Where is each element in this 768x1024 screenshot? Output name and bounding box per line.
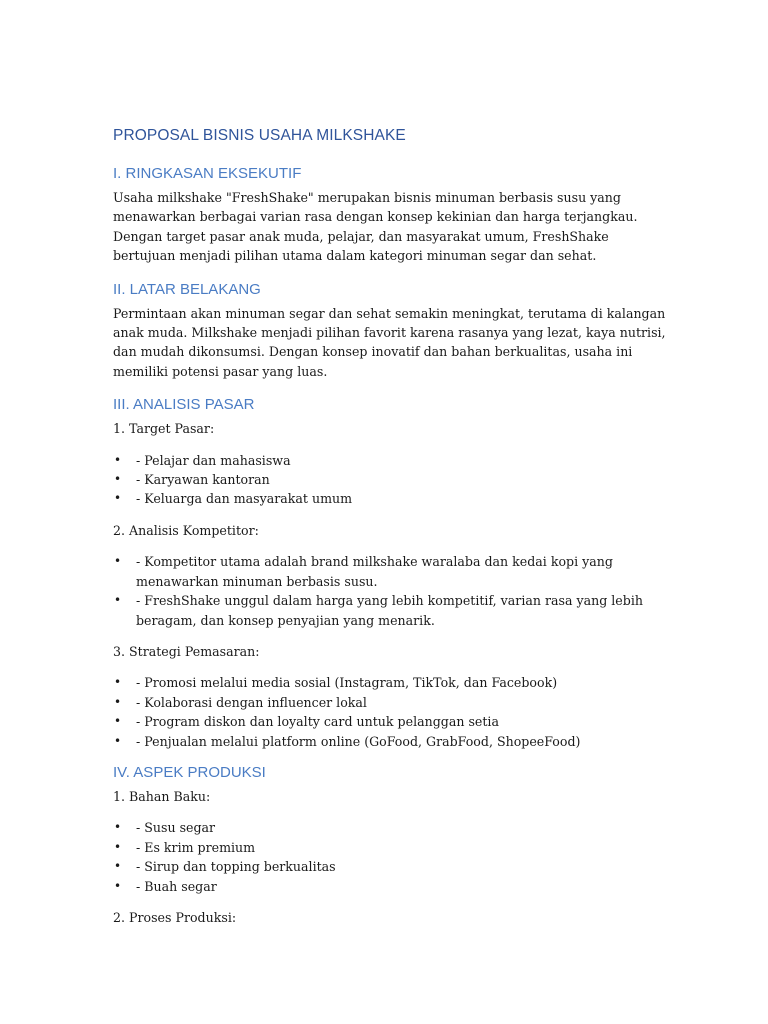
list-item-text: - Keluarga dan masyarakat umum bbox=[136, 491, 353, 507]
subsection-label-target-pasar: 1. Target Pasar: bbox=[113, 421, 215, 437]
bullet-icon: • bbox=[114, 859, 122, 874]
section-heading: I. RINGKASAN EKSEKUTIF bbox=[113, 165, 302, 182]
list-item bbox=[113, 857, 673, 876]
section-ringkasan-eksekutif bbox=[113, 164, 673, 266]
list-item-text: - Penjualan melalui platform online (GoFood, GrabFood, ShopeeFood) bbox=[136, 733, 581, 749]
list-item bbox=[113, 470, 673, 489]
section-paragraph: Permintaan akan minuman segar dan sehat semakin meningkat, terutama di kalangan anak muda. Milkshake menjadi pilihan favorit karena rasanya yang lezat, kaya nutrisi, dan mudah dikonsumsi. Dengan konsep inovatif dan bahan berkualitas, usaha ini memiliki potensi pasar yang luas. bbox=[113, 305, 666, 379]
bullet-icon: • bbox=[114, 452, 122, 467]
document-content bbox=[113, 126, 673, 939]
document-title: PROPOSAL BISNIS USAHA MILKSHAKE bbox=[113, 127, 406, 144]
list-item-text: - FreshShake unggul dalam harga yang lebih kompetitif, varian rasa yang lebih beragam, dan konsep penyajian yang menarik. bbox=[136, 593, 643, 628]
bullet-icon: • bbox=[114, 839, 122, 854]
bullet-icon: • bbox=[114, 694, 122, 709]
list-item bbox=[113, 552, 673, 591]
subsection-label-analisis-kompetitor: 2. Analisis Kompetitor: bbox=[113, 522, 259, 538]
bullet-list-bahan-baku bbox=[113, 818, 673, 896]
list-item bbox=[113, 693, 673, 712]
section-heading: IV. ASPEK PRODUKSI bbox=[113, 763, 266, 781]
list-item bbox=[113, 489, 673, 508]
list-item bbox=[113, 451, 673, 470]
list-item bbox=[113, 732, 673, 751]
list-item-text: - Program diskon dan loyalty card untuk pelanggan setia bbox=[136, 714, 499, 730]
section-aspek-produksi bbox=[113, 763, 673, 927]
section-heading: III. ANALISIS PASAR bbox=[113, 396, 255, 414]
list-item bbox=[113, 838, 673, 857]
list-item bbox=[113, 673, 673, 692]
list-item-text: - Es krim premium bbox=[136, 839, 256, 855]
bullet-icon: • bbox=[114, 491, 122, 506]
list-item-text: - Promosi melalui media sosial (Instagram, TikTok, dan Facebook) bbox=[136, 675, 558, 691]
section-analisis-pasar bbox=[113, 395, 673, 751]
list-item-text: - Buah segar bbox=[136, 878, 217, 894]
list-item bbox=[113, 712, 673, 731]
section-paragraph: Usaha milkshake "FreshShake" merupakan bisnis minuman berbasis susu yang menawarkan berbagai varian rasa dengan konsep kekinian dan harga terjangkau. Dengan target pasar anak muda, pelajar, dan masyarakat umum, FreshShake bertujuan menjadi pilihan utama dalam kategori minuman segar dan sehat. bbox=[113, 190, 638, 264]
bullet-icon: • bbox=[114, 878, 122, 893]
bullet-icon: • bbox=[114, 593, 122, 608]
bullet-list-target-pasar bbox=[113, 451, 673, 509]
list-item-text: - Karyawan kantoran bbox=[136, 472, 270, 488]
section-heading: II. LATAR BELAKANG bbox=[113, 280, 261, 298]
bullet-list-strategi-pemasaran bbox=[113, 673, 673, 751]
subsection-label-bahan-baku: 1. Bahan Baku: bbox=[113, 788, 211, 804]
list-item bbox=[113, 818, 673, 837]
bullet-icon: • bbox=[114, 733, 122, 748]
bullet-list-analisis-kompetitor bbox=[113, 552, 673, 630]
list-item bbox=[113, 877, 673, 896]
list-item bbox=[113, 591, 673, 630]
bullet-icon: • bbox=[114, 472, 122, 487]
list-item-text: - Pelajar dan mahasiswa bbox=[136, 452, 291, 468]
section-latar-belakang bbox=[113, 280, 673, 382]
list-item-text: - Sirup dan topping berkualitas bbox=[136, 859, 336, 875]
bullet-icon: • bbox=[114, 554, 122, 569]
bullet-icon: • bbox=[114, 820, 122, 835]
list-item-text: - Kompetitor utama adalah brand milkshake waralaba dan kedai kopi yang menawarkan minuman berbasis susu. bbox=[136, 554, 613, 589]
list-item-text: - Kolaborasi dengan influencer lokal bbox=[136, 694, 367, 710]
bullet-icon: • bbox=[114, 675, 122, 690]
list-item-text: - Susu segar bbox=[136, 820, 216, 836]
bullet-icon: • bbox=[114, 714, 122, 729]
subsection-label-proses-produksi: 2. Proses Produksi: bbox=[113, 909, 237, 925]
subsection-label-strategi-pemasaran: 3. Strategi Pemasaran: bbox=[113, 643, 260, 659]
